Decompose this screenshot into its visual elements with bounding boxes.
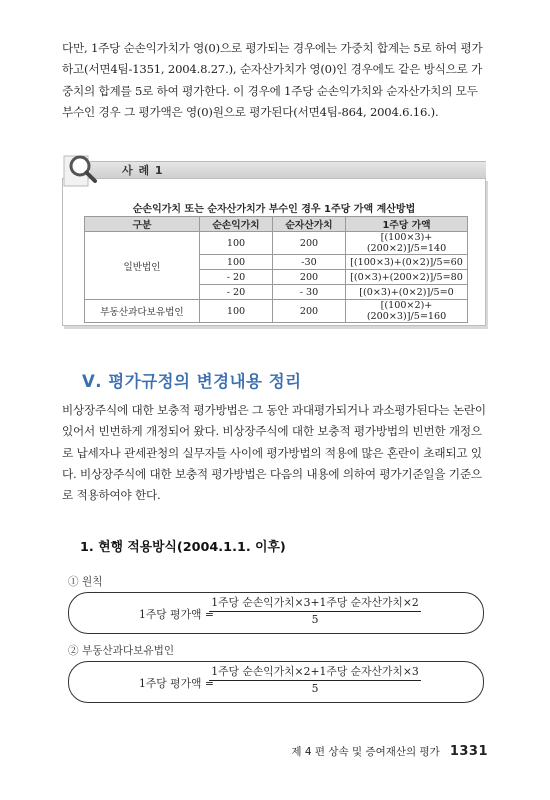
table-row	[85, 232, 468, 255]
cell-net-income: 100	[200, 255, 273, 270]
formula-numerator: 1주당 순손익가치×3+1주당 순자산가치×2	[209, 595, 421, 612]
table-header-row	[85, 217, 468, 232]
formula-denominator: 5	[311, 682, 319, 695]
page-number: 1331	[449, 744, 488, 759]
cell-net-asset: 200	[273, 270, 346, 285]
cell-per-share: [(0×3)+(200×2)]/5=80	[346, 270, 468, 285]
cell-net-income: - 20	[200, 270, 273, 285]
cell-net-asset: - 30	[273, 285, 346, 300]
cell-per-share: [(100×2)+(200×3)]/5=160	[346, 300, 468, 323]
example-label: 사 례 1	[122, 164, 164, 177]
formula-numerator: 1주당 순손익가치×2+1주당 순자산가치×3	[209, 664, 421, 681]
header-net-asset-value: 순자산가치	[273, 217, 346, 232]
formula-lhs: 1주당 평가액 =	[139, 608, 214, 621]
cell-net-asset: -30	[273, 255, 346, 270]
header-category: 구분	[85, 217, 200, 232]
body-paragraph: 비상장주식에 대한 보충적 평가방법은 그 동안 과대평가되거나 과소평가된다는 논란이 있어서 빈번하게 개정되어 왔다. 비상장주식에 대한 보충적 평가방법의 빈번한 개정으로 납세자나 관세관청의 실무자들 사이에 평가방법의 적용에 많은 혼란이 초래되고 있다. 비상장주식에 대한 보충적 평가방법은 다음의 내용에 의하여 평가기준일을 기준으로 적용하여야 한다.	[62, 403, 486, 503]
formula-box-real-estate	[68, 661, 484, 703]
header-net-income-value: 순손익가치	[200, 217, 273, 232]
table-row	[85, 300, 468, 323]
example-header	[62, 155, 486, 181]
group-general-corp: 일반법인	[85, 232, 200, 300]
cell-per-share: [(100×3)+(0×2)]/5=60	[346, 255, 468, 270]
item-label-principle: ① 원칙	[68, 576, 103, 588]
page-footer	[291, 744, 488, 759]
formula-denominator: 5	[311, 613, 319, 626]
formula-fraction	[209, 664, 421, 695]
intro-paragraph: 다만, 1주당 순손익가치가 영(0)으로 평가되는 경우에는 가중치 합계는 5로 하여 평가하고(서면4팀-1351, 2004.8.27.), 순자산가치가 영(0)인 경우에도 같은 방식으로 가중치의 합계를 5로 하여 평가한다. 이 경우에 1주당 순손익가치와 순자산가치의 모두 부수인 경우 그 평가액은 영(0)원으로 평가된다(서면4팀-864, 2004.6.16.).	[62, 41, 483, 119]
formula-fraction	[209, 595, 421, 626]
cell-net-asset: 200	[273, 300, 346, 323]
cell-net-income: 100	[200, 232, 273, 255]
example-table	[84, 216, 468, 323]
magnifier-icon	[62, 148, 112, 188]
formula-box-principle	[68, 592, 484, 634]
item-label-real-estate: ② 부동산과다보유법인	[68, 645, 175, 657]
cell-net-asset: 200	[273, 232, 346, 255]
cell-per-share: [(100×3)+(200×2)]/5=140	[346, 232, 468, 255]
cell-net-income: 100	[200, 300, 273, 323]
cell-net-income: - 20	[200, 285, 273, 300]
group-real-estate-corp: 부동산과다보유법인	[85, 300, 200, 323]
header-per-share-value: 1주당 가액	[346, 217, 468, 232]
cell-per-share: [(0×3)+(0×2)]/5=0	[346, 285, 468, 300]
formula-lhs: 1주당 평가액 =	[139, 677, 214, 690]
subsection-title: 1. 현행 적용방식(2004.1.1. 이후)	[80, 540, 286, 555]
footer-chapter: 제 4 편 상속 및 증여재산의 평가	[291, 746, 440, 758]
example-table-title: 순손익가치 또는 순자산가치가 부수인 경우 1주당 가액 계산방법	[132, 204, 416, 215]
section-title: Ⅴ. 평가규정의 변경내용 정리	[82, 372, 302, 391]
